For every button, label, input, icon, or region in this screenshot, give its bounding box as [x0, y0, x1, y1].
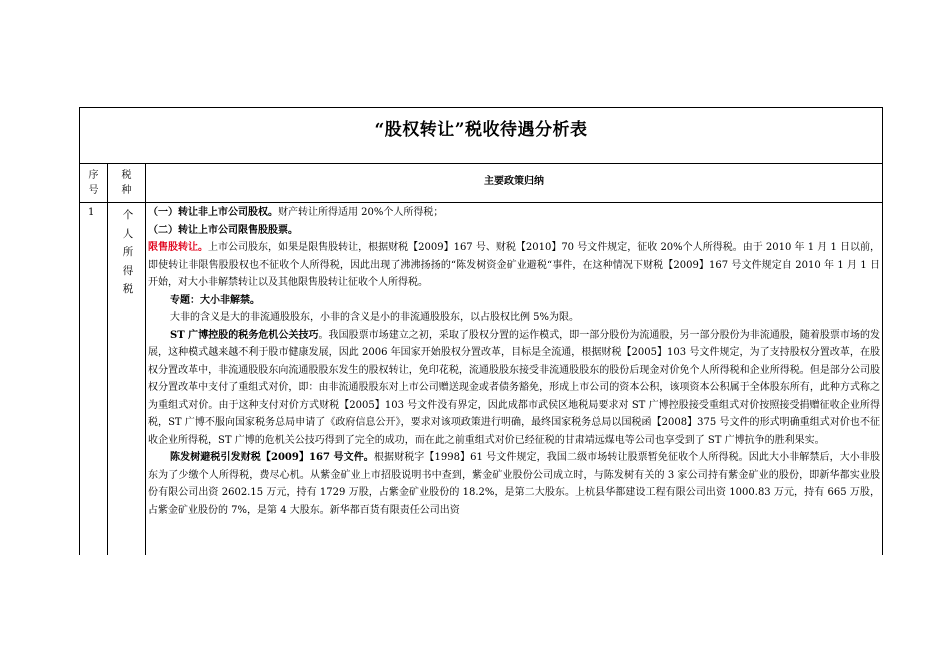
tax-char: 人 — [122, 227, 134, 240]
paragraph-topic — [148, 292, 880, 310]
header-tax-char-1: 税 — [121, 170, 132, 181]
tax-char: 个 — [122, 209, 134, 221]
paragraph-restricted-transfer — [148, 239, 880, 292]
text-unlisted-equity: 财产转让所得适用 20%个人所得税； — [278, 207, 444, 218]
heading-listed-restricted: （二）转让上市公司限售股股票。 — [148, 224, 298, 236]
text-restricted-transfer: 上市公司股东，如果是限售股转让，根据财税【2009】167 号、财税【2010】70 号文件规定，征收 20%个人所得税。由于 2010 年 1 月 1 日以前，即使转让非限售股股权也不征收个人所得税，因此出现了沸沸扬扬的“陈发树资金矿业避税“事件，在这种情况下财税【2009】167 号文件规定自 2010 年 1 月 1 日开始，对大小非解禁转让以及其他限售股转让征收个人所得税。 — [148, 242, 880, 288]
text-definition: 大非的含义是大的非流通股股东，小非的含义是小的非流通股股东，以占股权比例 5%为限。 — [170, 312, 580, 323]
heading-unlisted-equity: （一）转让非上市公司股权。 — [148, 207, 278, 218]
paragraph-unlisted-equity — [148, 204, 880, 222]
column-divider-1 — [107, 163, 108, 555]
paragraph-chen-fashu — [148, 449, 880, 519]
heading-st-guangbo: ST 广博控股的税务危机公关技巧 — [170, 329, 319, 341]
row-tax-type — [113, 206, 143, 299]
heading-chen-fashu: 陈发树避税引发财税【2009】167 号文件。 — [170, 452, 374, 463]
paragraph-st-guangbo — [148, 327, 880, 450]
tax-char: 税 — [122, 283, 134, 295]
paragraph-listed-restricted — [148, 222, 880, 240]
header-main-policy: 主要政策归纳 — [484, 176, 544, 187]
text-chen-fashu: 根据财税字【1998】61 号文件规定，我国二级市场转让股票暂免征收个人所得税。因此大小非解禁后，大小非股东为了少缴个人所得税，费尽心机。从紫金矿业上市招股说明书中查到，紫金矿业股份公司成立时，与陈发树有关的 3 家公司持有紫金矿业的股份，即新华都实业股份有限公司出资 2602.15 万元，持有 1729 万股，占紫金矿业股份的 18.2%，是第二大股东。上杭县华都建设工程有限公司出资 1000.83 万元，持有 665 万股，占紫金矿业股份的 7%，是第 4 大股东。新华都百货有限责任公司出资 — [148, 452, 880, 516]
tax-char: 所 — [122, 246, 134, 258]
header-seq-char-1: 序 — [88, 170, 99, 181]
paragraph-definition — [148, 309, 880, 327]
row-number: 1 — [88, 207, 95, 218]
header-tax-char-2: 种 — [121, 185, 132, 196]
highlight-restricted-transfer: 限售股转让。 — [148, 242, 209, 253]
tax-char: 得 — [122, 264, 134, 277]
policy-content — [148, 204, 880, 556]
header-seq — [80, 168, 107, 198]
heading-topic: 专题：大小非解禁。 — [170, 294, 260, 306]
header-tax — [108, 168, 145, 198]
header-divider — [79, 202, 883, 203]
title-divider — [79, 163, 883, 164]
header-seq-char-2: 号 — [88, 185, 99, 196]
page-title: “股权转让”税收待遇分析表 — [374, 120, 588, 140]
text-st-guangbo: 。我国股票市场建立之初，采取了股权分置的运作模式，即一部分股份为流通股，另一部分股份为非流通股，随着股票市场的发展，这种模式越来越不利于股市健康发展，因此 2006 年国家开始股权分置改革，目标是全流通，根据财税【2005】103 号文件规定，为了支持股权分置改革，在股权分置改革中，非流通股股东向流通股股东发生的股权转让，免印花税，流通股股东接受非流通股股东的股份后现金对价免个人所得税和企业所得税。但是部分公司股权分置改革中支付了重组式对价，即：由非流通股股东对上市公司赠送现金或者债务豁免，形成上市公司的资本公积，该项资本公积属于全体股东所有，此种方式称之为重组式对价。由于这种支付对价方式财税【2005】103 号文件没有界定，因此成都市武侯区地税局要求对 ST 广博控股接受重组式对价按照接受捐赠征收企业所得税，ST 广博不服向国家税务总局申请了《政府信息公开》，要求对该项政策进行明确，最终国家税务总局以国税函【2008】375 号文件的形式明确重组式对价也不征收企业所得税，ST 广博的危机关公技巧得到了完全的成功，而在此之前重组式对价已经征税的甘肃靖远煤电等公司也享受到了 ST 广博抗争的胜利果实。 — [148, 329, 880, 446]
column-divider-2 — [145, 163, 146, 555]
